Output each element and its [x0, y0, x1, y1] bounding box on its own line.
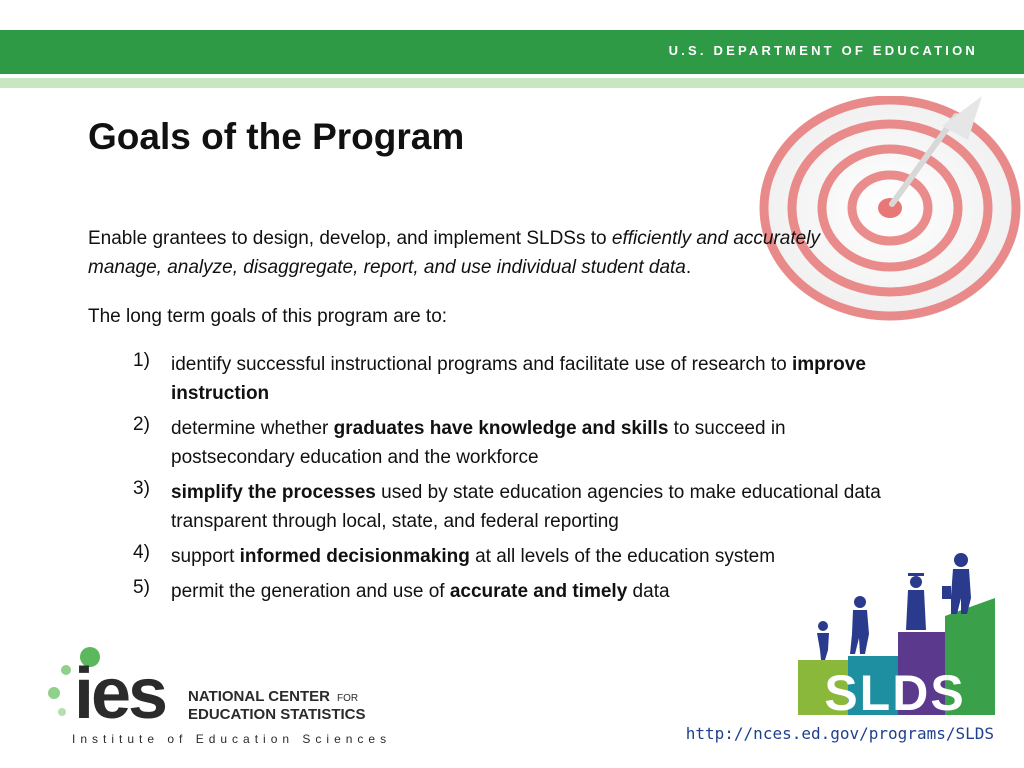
- logo-dot: [48, 687, 60, 699]
- goal-number: 3): [133, 478, 150, 499]
- goal-text: support: [171, 546, 240, 567]
- goal-item: [130, 542, 890, 571]
- person-head: [818, 621, 828, 631]
- goal-highlight: informed decisionmaking: [239, 546, 470, 567]
- intro-end: .: [685, 257, 692, 278]
- person-body: [850, 610, 869, 654]
- page-title: Goals of the Program: [88, 116, 465, 157]
- goal-text: used by state education agencies to make educational data transparent through local, state, and federal reporting: [171, 482, 881, 532]
- header-accent-stripe: [0, 78, 1024, 88]
- slds-url-link[interactable]: http://nces.ed.gov/programs/SLDS: [685, 724, 994, 743]
- goal-number: 4): [133, 542, 150, 563]
- goal-number: 5): [133, 577, 150, 598]
- ies-tagline: Institute of Education Sciences: [72, 732, 392, 746]
- slds-wordmark: SLDS: [824, 665, 966, 720]
- person-gown: [906, 590, 926, 630]
- goal-text: to succeed in postsecondary education and the workforce: [171, 418, 786, 468]
- ies-name-line2: EDUCATION STATISTICS: [188, 706, 366, 723]
- goal-text: determine whether: [171, 418, 334, 439]
- goal-text: identify successful instructional programs and facilitate use of research to: [171, 354, 792, 375]
- target-bullseye: [878, 198, 902, 218]
- goal-item: [130, 414, 890, 472]
- goal-item: [130, 350, 890, 408]
- person-body: [817, 633, 829, 660]
- grad-cap: [908, 573, 924, 576]
- goal-text: data: [627, 581, 670, 602]
- logo-dot: [58, 708, 66, 716]
- ies-logo: [40, 640, 400, 750]
- goal-number: 2): [133, 414, 150, 435]
- goal-highlight: graduates have knowledge and skills: [333, 418, 669, 439]
- goals-list: [130, 350, 890, 612]
- goal-number: 1): [133, 350, 150, 371]
- goal-highlight: accurate and timely: [449, 581, 628, 602]
- target-graphic: [742, 96, 1024, 326]
- person-head: [910, 576, 922, 588]
- slds-logo: [795, 550, 1000, 720]
- intro-text: Enable grantees to design, develop, and implement SLDSs to: [88, 228, 612, 249]
- goal-text: at all levels of the education system: [469, 546, 776, 567]
- ies-name-for: FOR: [337, 693, 359, 704]
- logo-dot: [61, 665, 71, 675]
- ies-name-line1: NATIONAL CENTER: [188, 688, 330, 705]
- department-label: U.S. DEPARTMENT OF EDUCATION: [668, 43, 978, 58]
- person-head: [854, 596, 866, 608]
- goal-item: [130, 478, 890, 536]
- intro-paragraph: [88, 224, 848, 282]
- goal-highlight: simplify the processes: [171, 482, 376, 503]
- briefcase: [942, 586, 951, 599]
- goals-lead: The long term goals of this program are to:: [88, 306, 448, 327]
- person-head: [954, 553, 968, 567]
- intro-emphasis: efficiently and accurately manage, analyze, disaggregate, report, and use individual student data: [88, 228, 820, 278]
- person-body: [951, 569, 971, 614]
- ies-wordmark: ies: [74, 654, 166, 734]
- goal-highlight: improve instruction: [171, 354, 866, 404]
- goal-item: [130, 577, 890, 606]
- goal-text: permit the generation and use of: [171, 581, 450, 602]
